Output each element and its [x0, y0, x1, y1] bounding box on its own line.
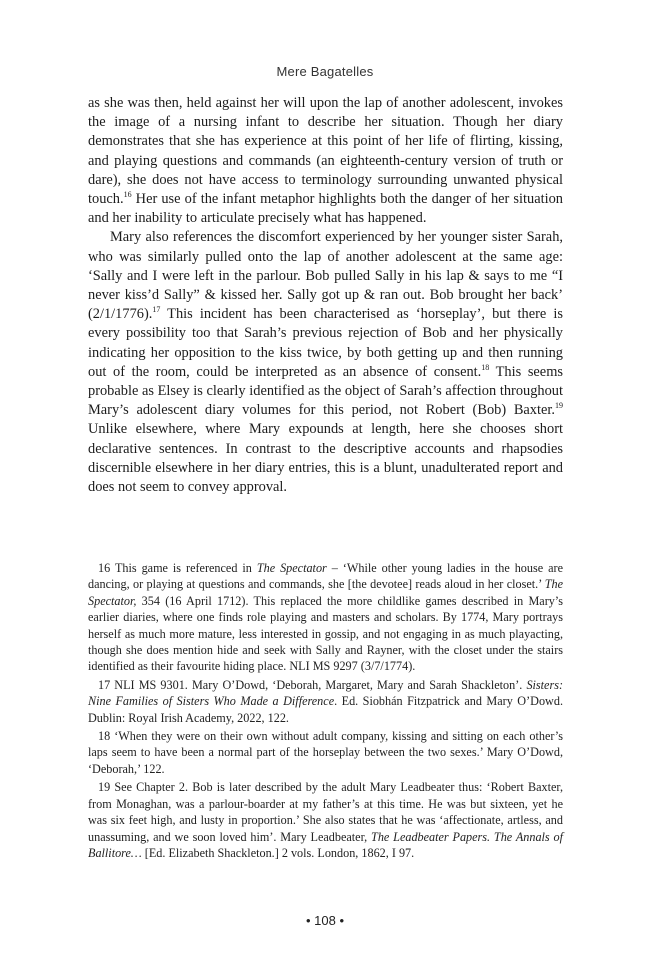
- footnote-text: 354 (16 April 1712). This replaced the more childlike games described in Mary’s earlier diaries, where one finds role playing and masters and scholars. By 1774, Mary portrays herself as much more mature, less interested in gossip, and not engaging in as much playacting, though she does mention hide and seek with Sally and Rayner, with the closet under the stairs identified as their favourite hiding place. NLI MS 9297 (3/7/1774).: [88, 593, 563, 674]
- footnote-19: [88, 779, 563, 861]
- footnote-number: 19: [98, 780, 111, 795]
- footnote-16: [88, 560, 563, 675]
- footnote-ref-19[interactable]: 19: [555, 401, 563, 411]
- body-text: [88, 94, 563, 497]
- footnotes: [88, 560, 563, 863]
- footnote-title: The Spectator: [256, 561, 327, 575]
- paragraph-1-text-a: as she was then, held against her will upon the lap of another adolescent, invokes the image of a nursing infant to describe her situation. Though her diary demonstrates that she has experience at this point of her life of flirting, kissing, and playing questions and commands (an eighteenth-century version of truth or dare), she does not have access to terminology surrounding unwanted physical touch.: [88, 95, 563, 208]
- footnote-text: . Ed. Siobhán Fitzpatrick and Mary O’Dowd. Dublin: Royal Irish Academy, 2022, 122.: [88, 694, 563, 725]
- footnote-text: This game is referenced in: [114, 561, 257, 575]
- footnote-number: 16: [98, 561, 111, 575]
- footnote-text: See Chapter 2. Bob is later described by the adult Mary Leadbeater thus: ‘Robert Baxter, from Monaghan, was a parlour-boarder at my father’s at this time. He was but sixteen, yet he was six feet high, and lusty in proportion.’ She also states that he was ‘affectionate, artless, and unassuming, and we soon loved him’. Mary Leadbeater,: [88, 780, 563, 844]
- paragraph-1: [88, 94, 563, 228]
- paragraph-2-text-d: Unlike elsewhere, where Mary expounds at length, here she chooses short declarative sentences. In contrast to the descriptive accounts and rhapsodies discernible elsewhere in her diary entries, this is a blunt, unadulterated report and does not seem to convey approval.: [88, 421, 563, 496]
- footnote-ref-16[interactable]: 16: [123, 190, 132, 200]
- footnote-ref-18[interactable]: 18: [481, 363, 490, 373]
- footnote-title: The Spectator,: [88, 577, 563, 608]
- footnote-17: [88, 677, 563, 726]
- page-number: • 108 •: [305, 913, 345, 928]
- footnote-text: ‘When they were on their own without adult company, kissing and sitting on each other’s laps seem to have been a normal part of the horseplay between the two sexes.’ Mary O’Dowd, ‘Deborah,’ 122.: [88, 729, 563, 776]
- footnote-title: The Leadbeater Papers. The Annals of Ballitore…: [88, 829, 563, 860]
- footnote-number: 18: [98, 729, 111, 744]
- paragraph-2-text-c: This seems probable as Elsey is clearly identified as the object of Sarah’s affection throughout Mary’s adolescent diary volumes for this period, not Robert (Bob) Baxter.: [88, 363, 563, 419]
- footnote-ref-17[interactable]: 17: [152, 305, 161, 315]
- paragraph-2-text-a: Mary also references the discomfort experienced by her younger sister Sarah, who was similarly pulled onto the lap of another adolescent at the same age: ‘Sally and I were left in the parlour. Bob pulled Sally in his lap & says to me “I never kiss’d Sally” & kissed her. Sally got up & ran out. Bob brought her back’ (2/1/1776).: [88, 229, 563, 323]
- paragraph-1-text-b: Her use of the infant metaphor highlights both the danger of her situation and her inability to articulate precisely what has happened.: [88, 191, 563, 227]
- paragraph-2: [88, 228, 563, 497]
- running-head: Mere Bagatelles: [276, 64, 374, 79]
- paragraph-2-text-b: This incident has been characterised as ‘horseplay’, but there is every possibility too that Sarah’s previous rejection of Bob and her physically indicating her opposition to the kiss twice, by both getting up and then running out of the room, could be interpreted as an absence of consent.: [88, 306, 563, 380]
- footnote-text: [Ed. Elizabeth Shackleton.] 2 vols. London, 1862, I 97.: [141, 845, 415, 860]
- footnote-18: [88, 728, 563, 777]
- footnote-title: Sisters: Nine Families of Sisters Who Made a Difference: [88, 677, 563, 709]
- footnote-number: 17: [98, 677, 111, 692]
- footnote-text: – ‘While other young ladies in the house are dancing, or playing at questions and commands, she [the devotee] reads aloud in her closet.’: [88, 561, 563, 592]
- footnote-text: NLI MS 9301. Mary O’Dowd, ‘Deborah, Margaret, Mary and Sarah Shackleton’.: [114, 677, 527, 692]
